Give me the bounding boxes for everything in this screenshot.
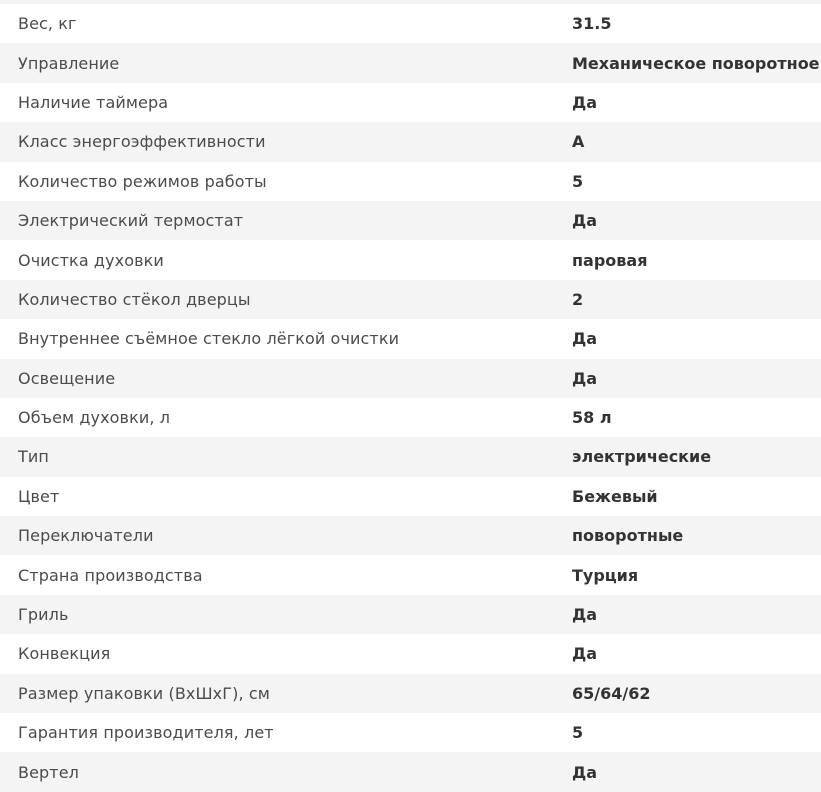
spec-row-warranty xyxy=(0,713,821,752)
spec-row-energy-class xyxy=(0,122,821,161)
spec-row-modes-count xyxy=(0,162,821,201)
spec-value: поворотные xyxy=(572,526,684,546)
spec-row-color xyxy=(0,477,821,516)
spec-label: Количество режимов работы xyxy=(18,171,267,191)
spec-label: Вертел xyxy=(18,762,79,782)
spec-label: Тип xyxy=(18,447,49,467)
spec-row-timer xyxy=(0,83,821,122)
spec-label: Управление xyxy=(18,53,120,73)
spec-row-package-size xyxy=(0,674,821,713)
spec-value: 65/64/62 xyxy=(572,683,651,703)
spec-value: 2 xyxy=(572,289,584,309)
spec-row-rotisserie xyxy=(0,752,821,791)
spec-row-lighting xyxy=(0,359,821,398)
spec-value: 5 xyxy=(572,723,584,743)
spec-row-door-glasses xyxy=(0,280,821,319)
spec-row-country xyxy=(0,555,821,594)
spec-value: A xyxy=(572,132,585,152)
spec-label: Страна производства xyxy=(18,565,203,585)
spec-value: Да xyxy=(572,605,598,625)
spec-row-removable-glass xyxy=(0,319,821,358)
spec-label: Конвекция xyxy=(18,644,111,664)
spec-row-oven-volume xyxy=(0,398,821,437)
spec-label: Гарантия производителя, лет xyxy=(18,723,274,743)
spec-row-convection xyxy=(0,634,821,673)
spec-row-control xyxy=(0,43,821,82)
spec-value: Да xyxy=(572,368,598,388)
spec-value: Да xyxy=(572,92,598,112)
spec-row-oven-cleaning xyxy=(0,240,821,279)
spec-value: 58 л xyxy=(572,408,612,428)
spec-label: Вес, кг xyxy=(18,14,77,34)
spec-label: Размер упаковки (ВхШхГ), см xyxy=(18,683,270,703)
spec-label: Класс энергоэффективности xyxy=(18,132,266,152)
spec-row-weight xyxy=(0,4,821,43)
spec-label: Переключатели xyxy=(18,526,154,546)
spec-row-switches xyxy=(0,516,821,555)
spec-value: Да xyxy=(572,329,598,349)
spec-value: Механическое поворотное xyxy=(572,53,820,73)
spec-label: Цвет xyxy=(18,486,60,506)
spec-label: Освещение xyxy=(18,368,116,388)
spec-label: Электрический термостат xyxy=(18,211,244,231)
spec-value: Турция xyxy=(572,565,639,585)
spec-label: Наличие таймера xyxy=(18,92,169,112)
spec-label: Объем духовки, л xyxy=(18,408,171,428)
spec-value: Да xyxy=(572,644,598,664)
spec-row-grill xyxy=(0,595,821,634)
spec-value: паровая xyxy=(572,250,648,270)
spec-value: 5 xyxy=(572,171,584,191)
spec-label: Гриль xyxy=(18,605,69,625)
spec-row-thermostat xyxy=(0,201,821,240)
spec-value: Да xyxy=(572,762,598,782)
spec-label: Количество стёкол дверцы xyxy=(18,289,251,309)
spec-value: Да xyxy=(572,211,598,231)
spec-label: Внутреннее съёмное стекло лёгкой очистки xyxy=(18,329,400,349)
spec-row-type xyxy=(0,437,821,476)
spec-value: электрические xyxy=(572,447,712,467)
spec-label: Очистка духовки xyxy=(18,250,164,270)
spec-value: Бежевый xyxy=(572,486,658,506)
spec-value: 31.5 xyxy=(572,14,612,34)
